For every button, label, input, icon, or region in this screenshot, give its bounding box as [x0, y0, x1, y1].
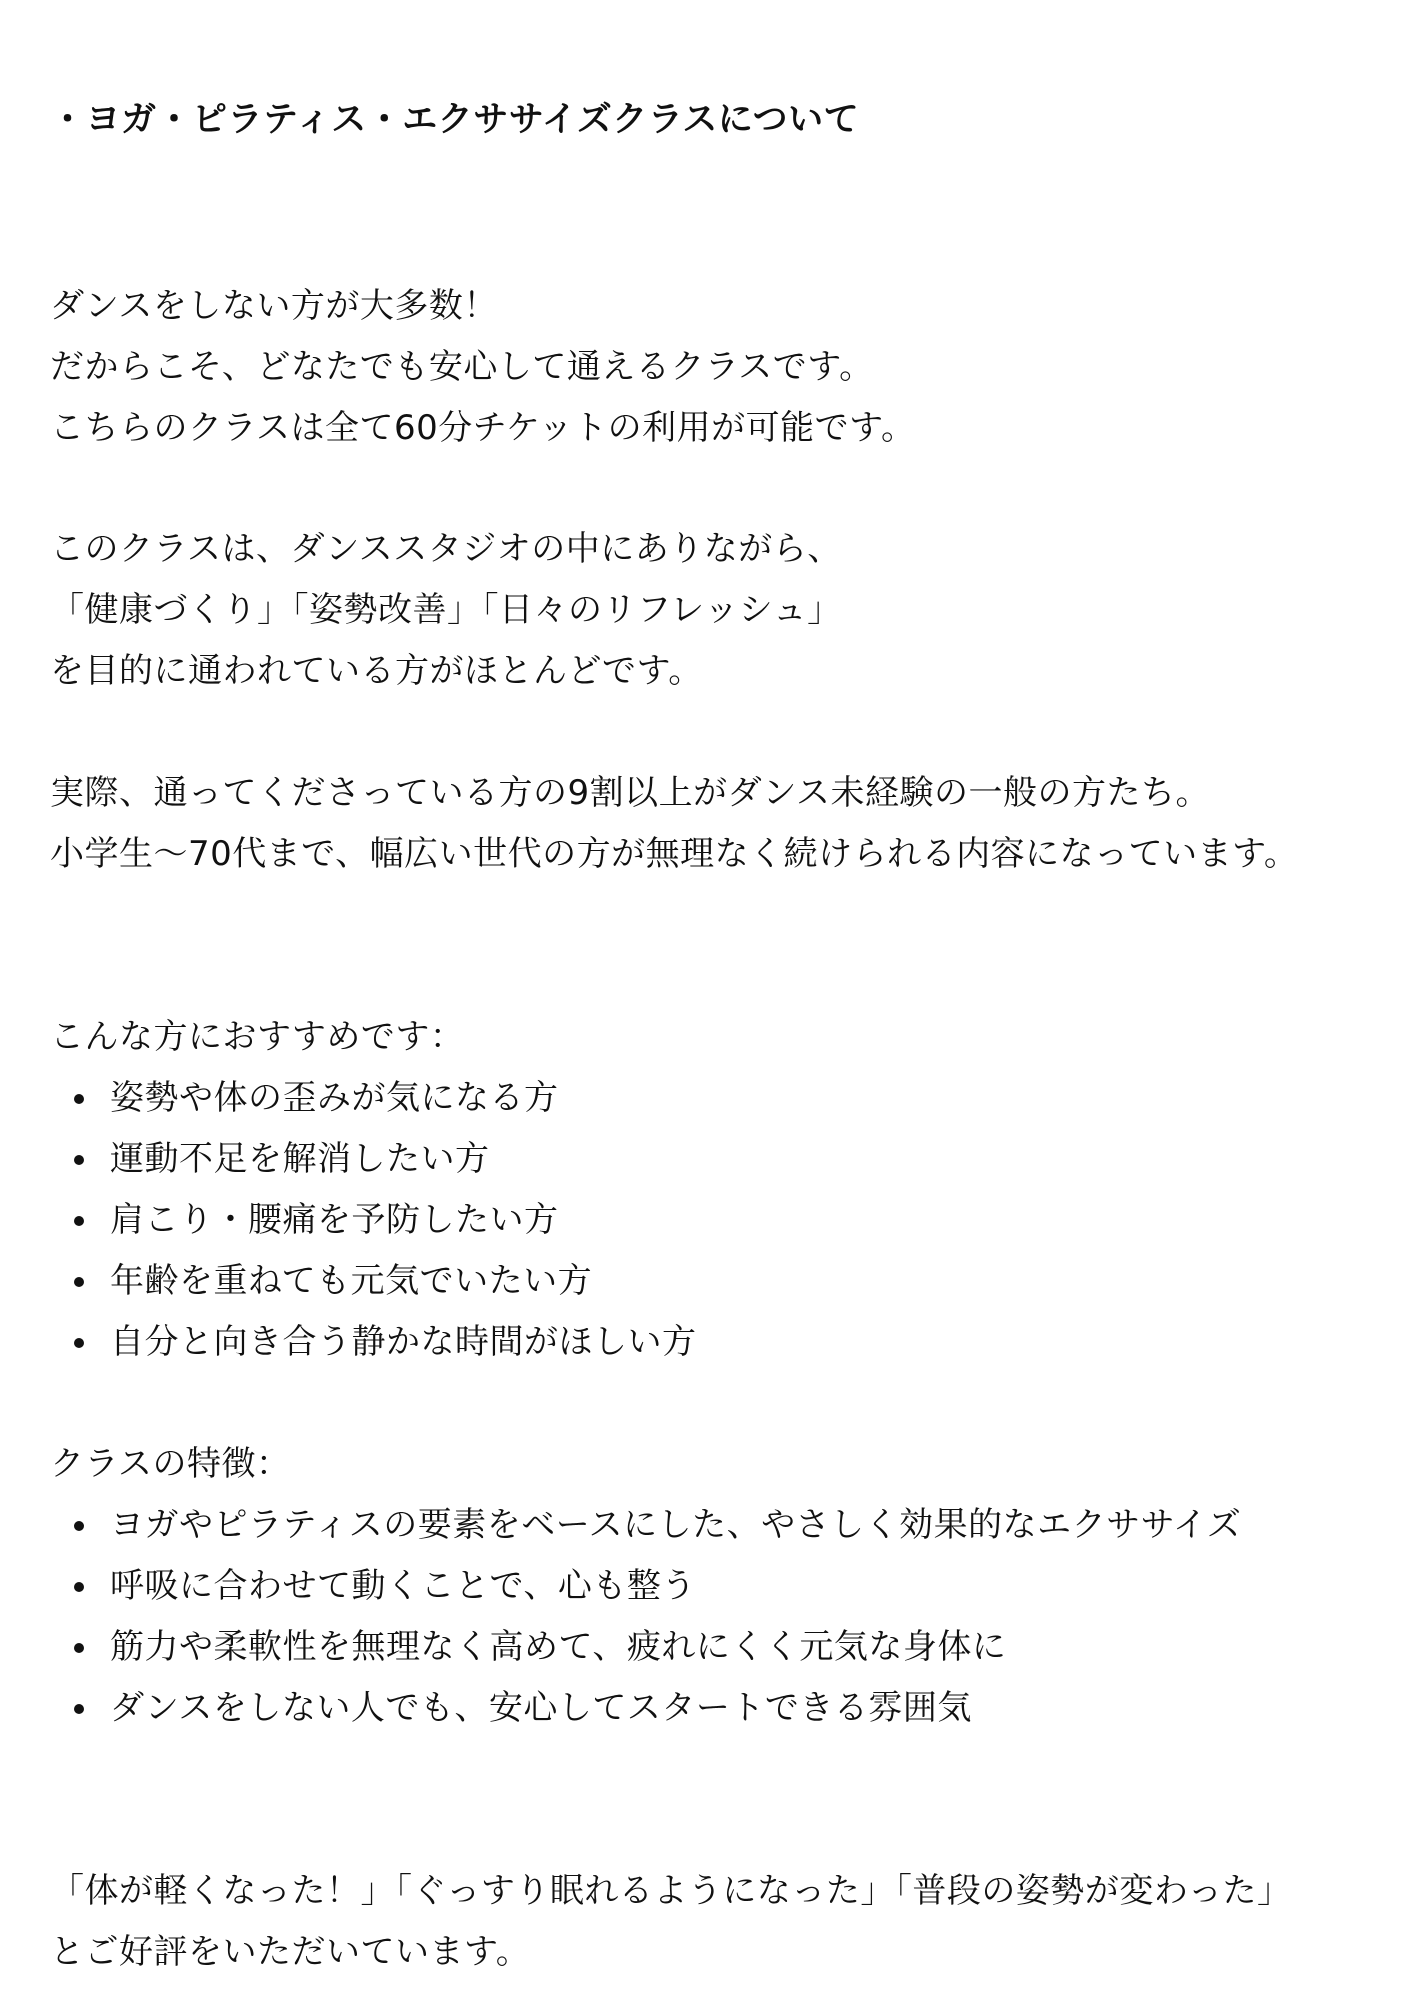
bullet-dot-icon: [74, 1582, 84, 1592]
bullet-dot-icon: [74, 1521, 84, 1531]
purpose-line-3: を目的に通われている方がほとんどです。: [50, 651, 703, 691]
page-title: ・ヨガ・ピラティス・エクササイズクラスについて: [50, 100, 860, 140]
purpose-line-2: 「健康づくり」「姿勢改善」「日々のリフレッシュ」: [50, 590, 842, 630]
reviews-line-1: 「体が軽くなった！」「ぐっすり眠れるようになった」「普段の姿勢が変わった」: [50, 1871, 1292, 1911]
purpose-line-1: このクラスは、ダンススタジオの中にありながら、: [50, 529, 842, 569]
bullet-dot-icon: [74, 1216, 84, 1226]
intro-line-2: だからこそ、どなたでも安心して通えるクラスです。: [50, 347, 874, 387]
bullet-dot-icon: [74, 1338, 84, 1348]
intro-line-3: こちらのクラスは全て60分チケットの利用が可能です。: [50, 408, 916, 448]
reality-line-1: 実際、通ってくださっている方の9割以上がダンス未経験の一般の方たち。: [50, 773, 1210, 813]
recommend-title: こんな方におすすめです：: [50, 1017, 465, 1057]
reality-line-2: 小学生〜70代まで、幅広い世代の方が無理なく続けられる内容になっています。: [50, 834, 1299, 874]
features-title: クラスの特徴：: [50, 1444, 291, 1484]
bullet-dot-icon: [74, 1704, 84, 1714]
bullet-dot-icon: [74, 1643, 84, 1653]
reviews-line-2: とご好評をいただいています。: [50, 1932, 531, 1972]
bullet-dot-icon: [74, 1277, 84, 1287]
intro-line-1: ダンスをしない方が大多数！: [50, 286, 498, 326]
bullet-dot-icon: [74, 1094, 84, 1104]
bullet-dot-icon: [74, 1155, 84, 1165]
